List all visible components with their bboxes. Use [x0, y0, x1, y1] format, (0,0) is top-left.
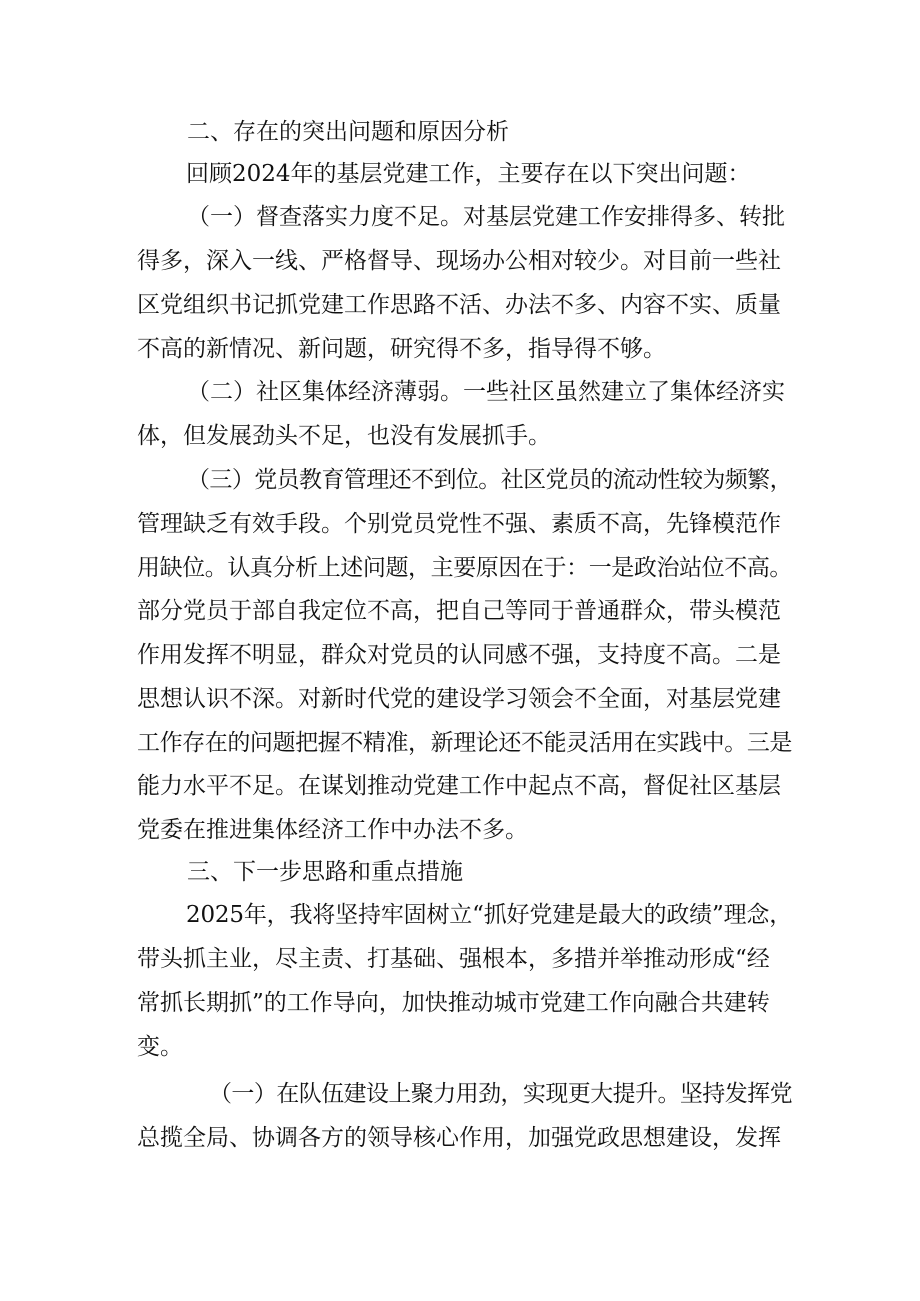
paragraph-line: 部分党员于部自我定位不高，把自己等同于普通群众，带头模范 — [137, 598, 781, 624]
paragraph-line: 变。 — [137, 1034, 183, 1060]
paragraph-line: 能力水平不足。在谋划推动党建工作中起点不高，督促社区基层 — [137, 773, 781, 799]
paragraph-line: 回顾2024年的基层党建工作，主要存在以下突出问题： — [186, 161, 751, 187]
paragraph-line: 体，但发展劲头不足，也没有发展抓手。 — [137, 423, 551, 449]
paragraph-line: 管理缺乏有效手段。个别党员党性不强、素质不高，先锋模范作 — [137, 511, 781, 537]
paragraph-line: 常抓长期抓”的工作导向，加快推动城市党建工作向融合共建转 — [137, 990, 770, 1016]
paragraph-line: 带头抓主业，尽主责、打基础、强根本，多措并举推动形成“经 — [137, 946, 770, 972]
section-heading-3: 三、下一步思路和重点措施 — [187, 859, 463, 885]
paragraph-line: 得多，深入一线、严格督导、现场办公相对较少。对目前一些社 — [137, 248, 781, 274]
paragraph-line: 作用发挥不明显，群众对党员的认同感不强，支持度不高。二是 — [137, 642, 781, 668]
paragraph-line: （一）在队伍建设上聚力用劲，实现更大提升。坚持发挥党 — [209, 1081, 792, 1107]
paragraph-line: 党委在推进集体经济工作中办法不多。 — [137, 817, 528, 843]
paragraph-line: （一）督查落实力度不足。对基层党建工作安排得多、转批 — [187, 204, 785, 230]
section-heading-2: 二、存在的突出问题和原因分析 — [187, 119, 509, 145]
paragraph-line: 不高的新情况、新问题，研究得不多，指导得不够。 — [137, 336, 666, 362]
paragraph-line: 思想认识不深。对新时代党的建设学习领会不全面，对基层党建 — [137, 686, 781, 712]
paragraph-line: 区党组织书记抓党建工作思路不活、办法不多、内容不实、质量 — [137, 292, 781, 318]
paragraph-line: 工作存在的问题把握不精准，新理论还不能灵活用在实践中。三是 — [137, 730, 792, 756]
paragraph-line: 2025年，我将坚持牢固树立“抓好党建是最大的政绩”理念， — [186, 902, 793, 928]
paragraph-line: 总揽全局、协调各方的领导核心作用，加强党政思想建设，发挥 — [137, 1125, 781, 1151]
paragraph-line: （二）社区集体经济薄弱。一些社区虽然建立了集体经济实 — [187, 379, 785, 405]
paragraph-line: 用缺位。认真分析上述问题，主要原因在于：一是政治站位不高。 — [137, 555, 792, 581]
paragraph-line: （三）党员教育管理还不到位。社区党员的流动性较为频繁， — [187, 467, 792, 493]
